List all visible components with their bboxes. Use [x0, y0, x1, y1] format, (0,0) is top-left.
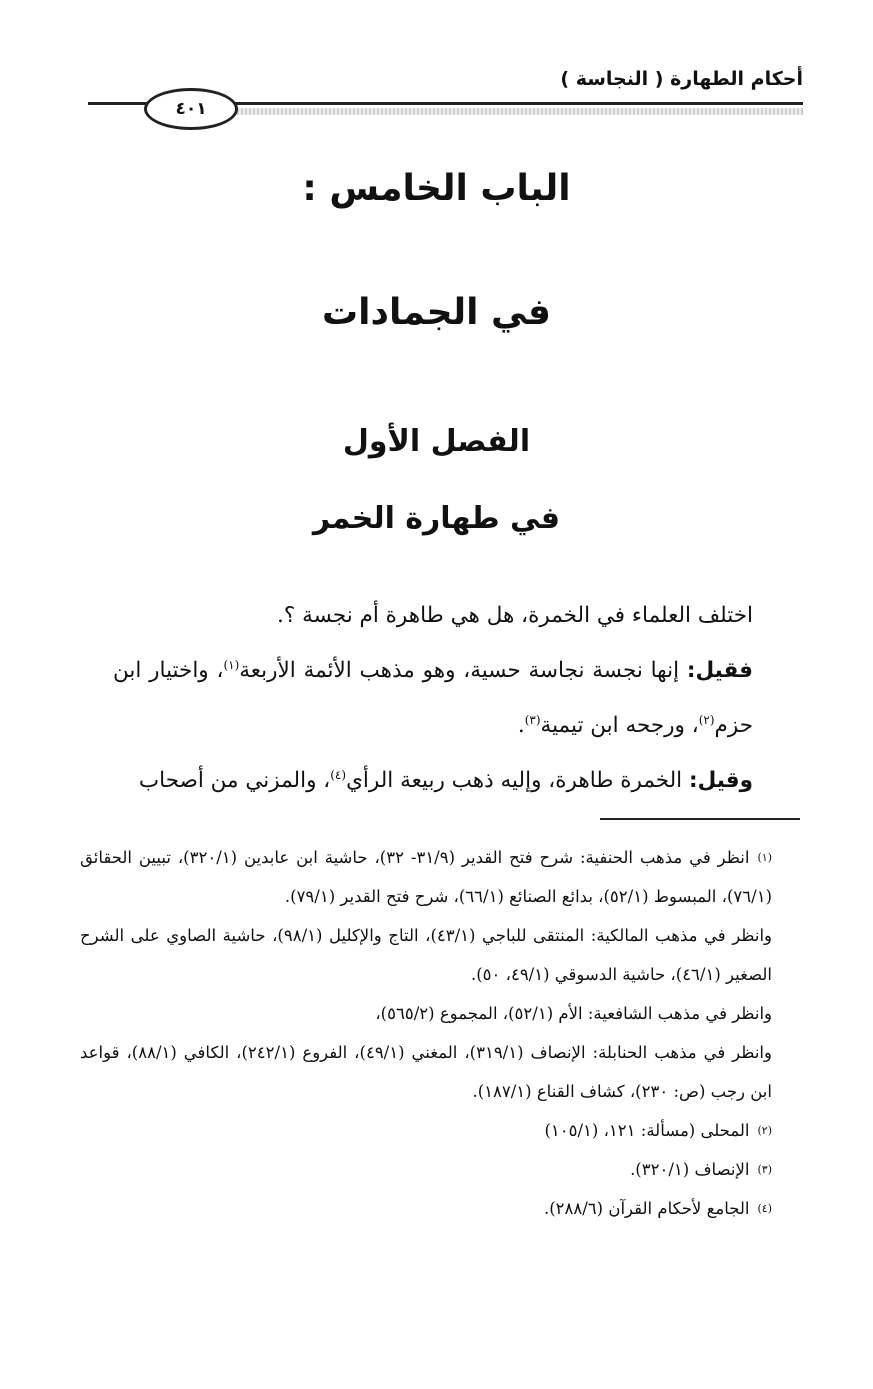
footnote-ref-4[interactable]: (٤)	[330, 767, 347, 782]
paragraph-3-text-a: الخمرة طاهرة، وإليه ذهب ربيعة الرأي	[346, 768, 689, 793]
footnote-ref-3[interactable]: (٣)	[524, 712, 541, 727]
footnote-1-shafii: وانظر في مذهب الشافعية: الأم (٥٢/١)، المجموع (٥٦٥/٢)،	[375, 1004, 772, 1023]
footnote-separator	[600, 818, 800, 820]
footnote-4-text: الجامع لأحكام القرآن (٢٨٨/٦).	[543, 1199, 750, 1218]
page-header	[88, 62, 803, 122]
running-title: أحكام الطهارة ( النجاسة )	[560, 68, 803, 90]
footnote-1-maliki: وانظر في مذهب المالكية: المنتقى للباجي (٤٣/١)، التاج والإكليل (٩٨/١)، حاشية الصاوي على الشرح الصغير (٤٦/١)، حاشية الدسوقي (٤٩/١، ٥٠).	[80, 926, 772, 984]
paragraph-2-text-b: ، واختيار ابن حزم	[113, 658, 753, 738]
chapter-subtitle: في الجمادات	[322, 292, 551, 333]
paragraph-3-lead: وقيل:	[688, 768, 753, 793]
paragraph-3-text-b: ، والمزني من أصحاب	[138, 768, 331, 793]
paragraph-2-text-a: إنها نجسة نجاسة حسية، وهو مذهب الأئمة الأربعة	[239, 658, 687, 683]
section-title: الفصل الأول	[342, 424, 531, 459]
paragraph-1: اختلف العلماء في الخمرة، هل هي طاهرة أم نجسة ؟.	[277, 603, 753, 628]
footnote-1-hanbali: وانظر في مذهب الحنابلة: الإنصاف (٣١٩/١)، المغني (٤٩/١)، الفروع (٢٤٢/١)، الكافي (٨٨/١)، قواعد ابن رجب (ص: ٢٣٠)، كشاف القناع (١٨٧/١).	[80, 1043, 772, 1101]
footnote-2-text: المحلى (مسألة: ١٢١، (١٠٥/١)	[544, 1121, 750, 1140]
footnote-3	[80, 1150, 800, 1189]
footnote-2	[80, 1111, 800, 1150]
chapter-title: الباب الخامس :	[302, 168, 571, 209]
header-rule	[148, 102, 803, 105]
paragraph-2-lead: فقيل:	[686, 658, 753, 683]
header-rule-shadow	[213, 108, 803, 115]
footnote-2-mark: (٢)	[757, 1124, 772, 1137]
paragraph-2-text-c: ، ورجحه ابن تيمية	[540, 713, 699, 738]
footnote-3-text: الإنصاف (٣٢٠/١).	[630, 1160, 750, 1179]
footnote-3-mark: (٣)	[757, 1163, 772, 1176]
paragraph-2	[113, 643, 781, 753]
footnote-1	[80, 838, 800, 916]
paragraph-2-text-d: .	[517, 713, 525, 738]
footnote-ref-2[interactable]: (٢)	[698, 712, 715, 727]
paragraph-3	[113, 753, 781, 808]
page-number: ٤٠١	[144, 88, 238, 130]
footnote-1-mark: (١)	[757, 851, 772, 864]
footnote-4	[80, 1189, 800, 1228]
footnote-ref-1[interactable]: (١)	[223, 657, 240, 672]
section-subtitle: في طهارة الخمر	[312, 501, 561, 536]
footnote-4-mark: (٤)	[757, 1202, 772, 1215]
footnote-1-text-a: انظر في مذهب الحنفية: شرح فتح القدير (٣١/٩- ٣٢)، حاشية ابن عابدين (٣٢٠/١)، تبيين الحقائق (٧٦/١)، المبسوط (٥٢/١)، بدائع الصنائع (٦٦/١)، شرح فتح القدير (٧٩/١).	[80, 848, 772, 906]
main-text	[113, 588, 781, 808]
footnotes	[80, 838, 800, 1228]
